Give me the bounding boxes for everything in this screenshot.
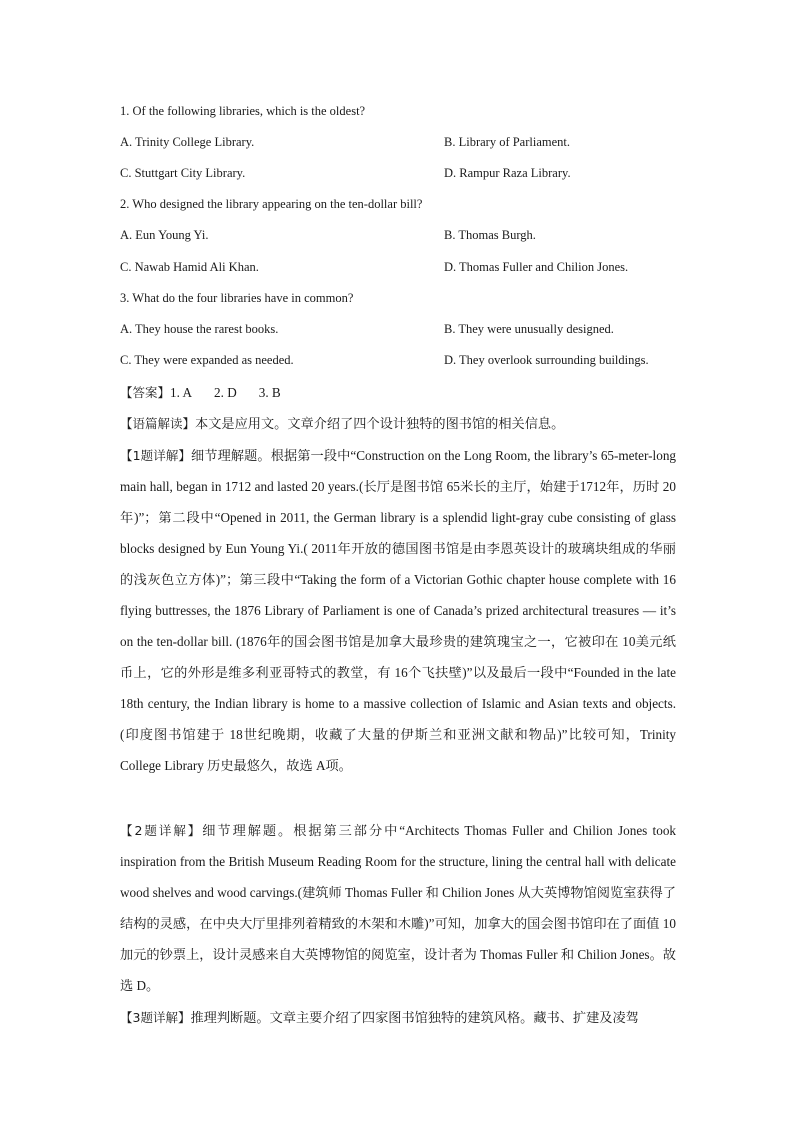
question-3-option-b: B. They were unusually designed. <box>444 322 614 336</box>
question-3-option-d: D. They overlook surrounding buildings. <box>444 353 649 367</box>
detail-2-paragraph <box>120 815 676 1001</box>
question-1-option-c: C. Stuttgart City Library. <box>120 166 246 180</box>
detail-2-label: 【2题详解】 <box>120 823 203 838</box>
question-2-option-d: D. Thomas Fuller and Chilion Jones. <box>444 260 629 274</box>
question-2-stem: 2. Who designed the library appearing on the ten-dollar bill? <box>120 197 423 211</box>
question-2-option-a: A. Eun Young Yi. <box>120 228 209 242</box>
answer-items <box>170 385 303 400</box>
question-2-option-c: C. Nawab Hamid Ali Khan. <box>120 260 259 274</box>
question-3-option-a: A. They house the rarest books. <box>120 322 279 336</box>
detail-3-paragraph <box>120 1002 676 1033</box>
interpretation-label: 【语篇解读】 <box>120 416 196 431</box>
answer-item: 1. A <box>170 385 192 400</box>
passage-interpretation <box>120 408 676 439</box>
answer-line <box>120 377 676 408</box>
detail-1-label: 【1题详解】 <box>120 448 192 463</box>
interpretation-text: 本文是应用文。文章介绍了四个设计独特的图书馆的相关信息。 <box>195 416 565 431</box>
detail-1-paragraph <box>120 440 676 781</box>
question-3-stem: 3. What do the four libraries have in common? <box>120 291 354 305</box>
detail-3-text: 推理判断题。文章主要介绍了四家图书馆独特的建筑风格。藏书、扩建及凌驾 <box>190 1010 639 1025</box>
answer-item: 3. B <box>258 385 281 400</box>
detail-3-label: 【3题详解】 <box>120 1010 191 1025</box>
question-1-option-d: D. Rampur Raza Library. <box>444 166 571 180</box>
detail-1-text: 细节理解题。根据第一段中“Construction on the Long Room, the library’s 65-meter-long main hall, began in 1712 and lasted 20 years.(长厅是图书馆 65米长的主厅，始建于1712年，历时 20年)”；第二段中“Opened in 2011, the German library is a splendid light-gray cube consisting of glass blocks designed by Eun Young Yi.( 2011年开放的德国图书馆是由李恩英设计的玻璃块组成的华丽的浅灰色立方体)”；第三段中“Taking the form of a Victorian Gothic chapter house complete with 16 flying buttresses, the 1876 Library of Parliament is one of Canada’s prized architectural treasures — it’s on the ten-dollar bill. (1876年的国会图书馆是加拿大最珍贵的建筑瑰宝之一，它被印在 10美元纸币上，它的外形是维多利亚哥特式的教堂，有 16个飞扶壁)”以及最后一段中“Founded in the late 18th century, the Indian library is home to a massive collection of Islamic and Asian texts and objects.(印度图书馆建于 18世纪晚期，收藏了大量的伊斯兰和亚洲文献和物品)”比较可知，Trinity College Library 历史最悠久，故选 A项。 <box>120 448 677 773</box>
question-2-option-b: B. Thomas Burgh. <box>444 228 536 242</box>
detail-2-text: 细节理解题。根据第三部分中“Architects Thomas Fuller and Chilion Jones took inspiration from the British Museum Reading Room for the structure, lining the central hall with delicate wood shelves and wood carvings.(建筑师 Thomas Fuller 和 Chilion Jones 从大英博物馆阅览室获得了结构的灵感，在中央大厅里排列着精致的木架和木雕)”可知，加拿大的国会图书馆印在了面值 10加元的钞票上，设计灵感来自大英博物馆的阅览室，设计者为 Thomas Fuller 和 Chilion Jones。故选 D。 <box>120 823 677 993</box>
answer-item: 2. D <box>214 385 237 400</box>
question-1-option-a: A. Trinity College Library. <box>120 135 255 149</box>
question-1-option-b: B. Library of Parliament. <box>444 135 571 149</box>
question-1-stem: 1. Of the following libraries, which is the oldest? <box>120 104 366 118</box>
answer-label: 【答案】 <box>120 385 171 400</box>
question-3-option-c: C. They were expanded as needed. <box>120 353 294 367</box>
